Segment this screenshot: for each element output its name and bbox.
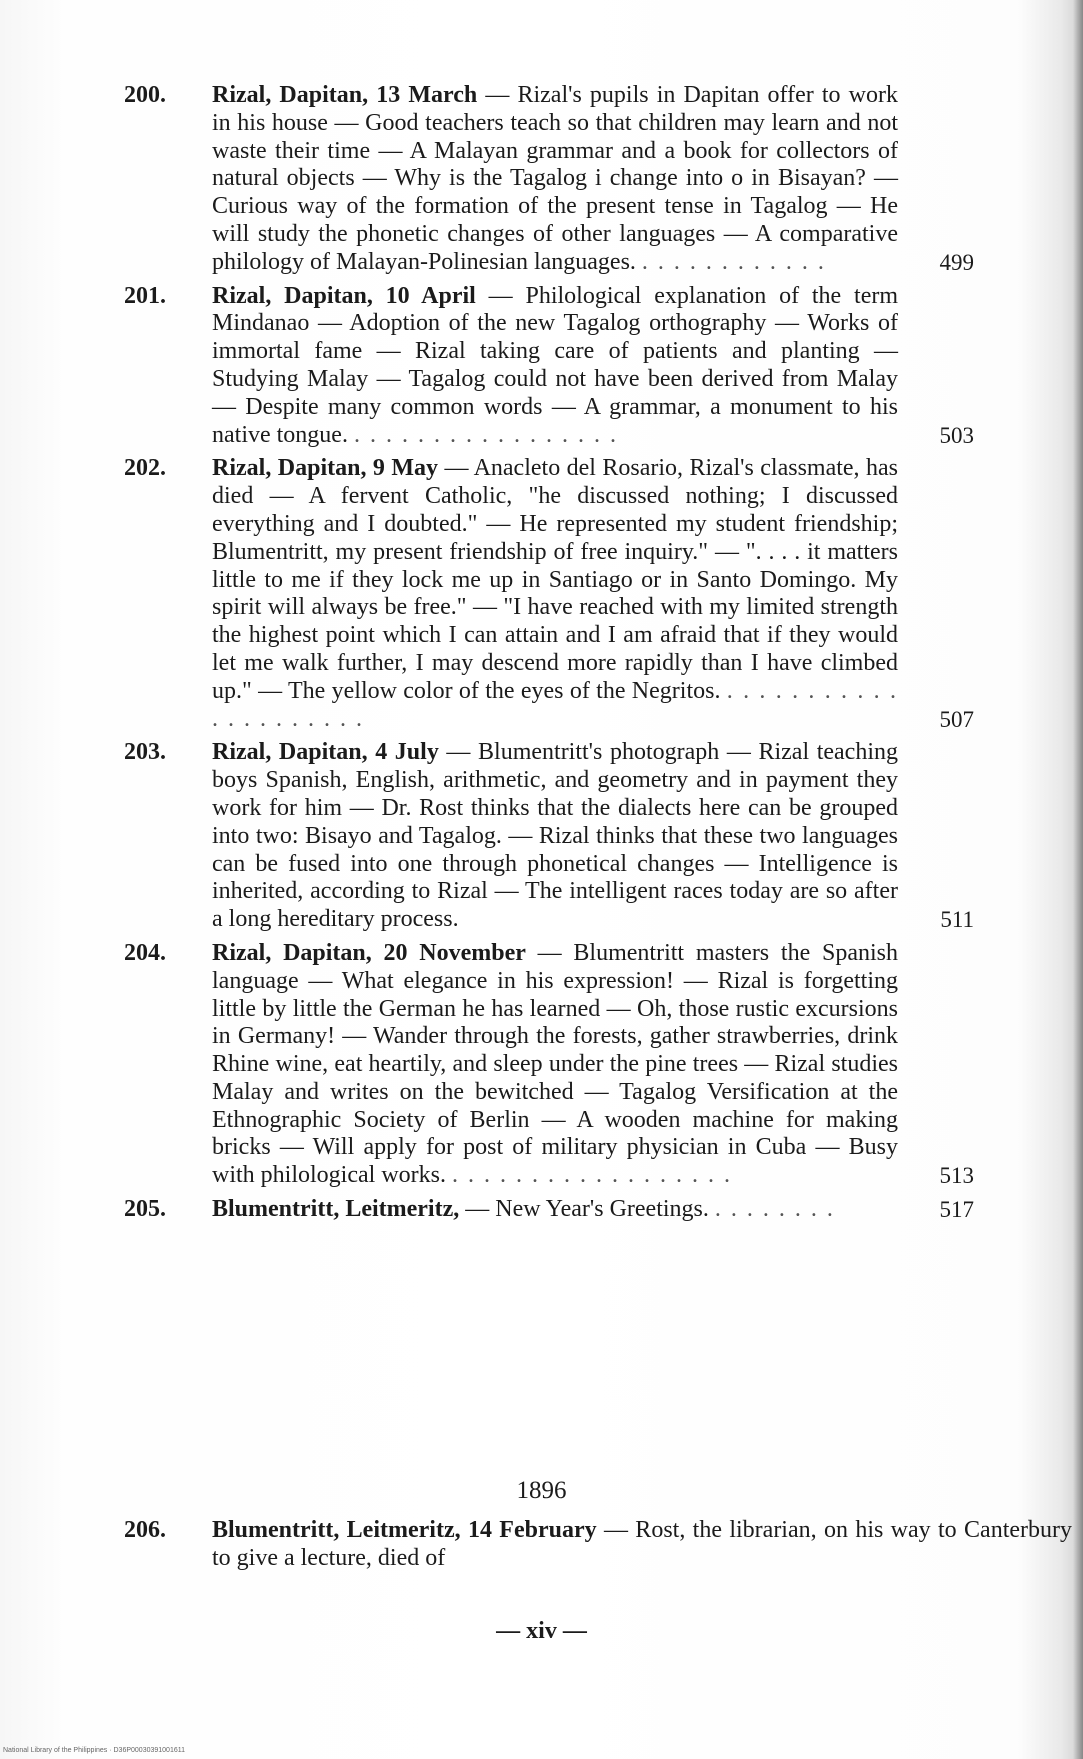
entry-summary: — Rost, the librarian, on his way to Canterbury to give a lecture, died of bbox=[212, 1517, 1072, 1571]
entry-number: 203. bbox=[124, 739, 166, 766]
entry-page-number: 507 bbox=[939, 706, 974, 732]
entry-summary: — Rizal's pupils in Dapitan offer to work in his house — Good teachers teach so that children may learn and not waste their time — A Malayan grammar and a book for collectors of natural objects — Why is the Tagalog i change into o in Bisayan? — Curious way of the formation of the present tense in Tagalog — He will study the phonetic changes of other languages — A comparative philology of Malayan-Polinesian languages. bbox=[212, 82, 898, 275]
entry-heading: Rizal, Dapitan, 20 November bbox=[212, 939, 526, 966]
entry-heading: Blumentritt, Leitmeritz, bbox=[212, 1196, 460, 1223]
leader-dots: . . . . . . . . . . . . bbox=[641, 248, 826, 275]
year-heading: 1896 bbox=[516, 1477, 567, 1504]
entry-205 bbox=[120, 1196, 980, 1224]
entry-summary: — Philological explanation of the term Mindanao — Adoption of the new Tagalog orthography — Works of immortal fame — Rizal taking care of patients and planting — Studying Malay — Tagalog could not have been derived from Malay — Despite many common words — A grammar, a monument to his native tongue. bbox=[212, 282, 899, 448]
entry-page-number: 511 bbox=[940, 907, 974, 933]
entry-page-number: 517 bbox=[939, 1197, 974, 1223]
entry-heading: Rizal, Dapitan, 9 May bbox=[212, 455, 438, 482]
entry-number: 202. bbox=[124, 455, 166, 482]
entry-number: 200. bbox=[124, 82, 166, 108]
entry-number: 205. bbox=[124, 1196, 166, 1223]
leader-dots: . . . . . . . . bbox=[714, 1196, 835, 1223]
entry-page-number: 513 bbox=[939, 1163, 974, 1189]
entry-page-number: 503 bbox=[939, 422, 974, 448]
entry-200 bbox=[120, 82, 980, 277]
entry-201 bbox=[120, 283, 980, 450]
leader-dots: . . . . . . . . . . . . . . . . . bbox=[353, 421, 618, 448]
entry-summary: — Blumentritt masters the Spanish language — What elegance in his expression! — Rizal is forgetting little by little the German he has learned — Oh, those rustic excursions in Germany! — Wander through the forests, gather strawberries, drink Rhine wine, eat heartily, and sleep under the pine trees — Rizal studies Malay and writes on the bewitched — Tagalog Versification at the Ethnographic Society of Berlin — A wooden machine for making bricks — Will apply for post of military physician in Cuba — Busy with philological works. bbox=[212, 939, 898, 1189]
scan-credit: National Library of the Philippines · D36P00030391001611 bbox=[3, 1747, 185, 1754]
contents-list bbox=[120, 82, 980, 1230]
entry-heading: Rizal, Dapitan, 10 April bbox=[212, 282, 476, 309]
leader-dots: . . . . . . . . . . . . . . . . . . bbox=[451, 1162, 732, 1189]
entry-number: 201. bbox=[124, 282, 166, 309]
entry-203 bbox=[120, 739, 980, 934]
entry-summary: — New Year's Greetings. bbox=[459, 1196, 709, 1223]
page-folio: — xiv — bbox=[496, 1618, 587, 1644]
entry-number: 206. bbox=[124, 1517, 166, 1543]
entry-204 bbox=[120, 940, 980, 1190]
entry-206 bbox=[120, 1517, 1083, 1573]
leader-dots: . . . . . . . . . . . . . . . . . . . . . bbox=[212, 677, 899, 732]
entry-heading: Rizal, Dapitan, 4 July bbox=[212, 739, 439, 766]
entry-page-number: 499 bbox=[939, 249, 974, 275]
entry-heading: Blumentritt, Leitmeritz, 14 February bbox=[212, 1517, 597, 1543]
entry-202 bbox=[120, 455, 980, 733]
entry-number: 204. bbox=[124, 939, 166, 966]
entry-summary: — Anacleto del Rosario, Rizal's classmate, has died — A fervent Catholic, "he discussed nothing; I discussed everything and I doubted." — He represented my student friendship; Blumentritt, my present friendship of free inquiry." — ". . . . it matters little to me if they lock me up in Santiago or in Santo Domingo. My spirit will always be free." — "I have reached with my limited strength the highest point which I can attain and I am afraid that if they would let me walk further, I may descend more rapidly than I have climbed up." — The yellow color of the eyes of the Negritos. bbox=[212, 455, 898, 704]
entry-heading: Rizal, Dapitan, 13 March bbox=[212, 82, 478, 108]
entry-summary: — Blumentritt's photograph — Rizal teaching boys Spanish, English, arithmetic, and geometry and in payment they work for him — Dr. Rost thinks that the dialects here can be grouped into two: Bisayo and Tagalog. — Rizal thinks that these two languages can be fused into one through phonetical changes — Intelligence is inherited, according to Rizal — The intelligent races today are so after a long hereditary process. bbox=[212, 739, 898, 933]
